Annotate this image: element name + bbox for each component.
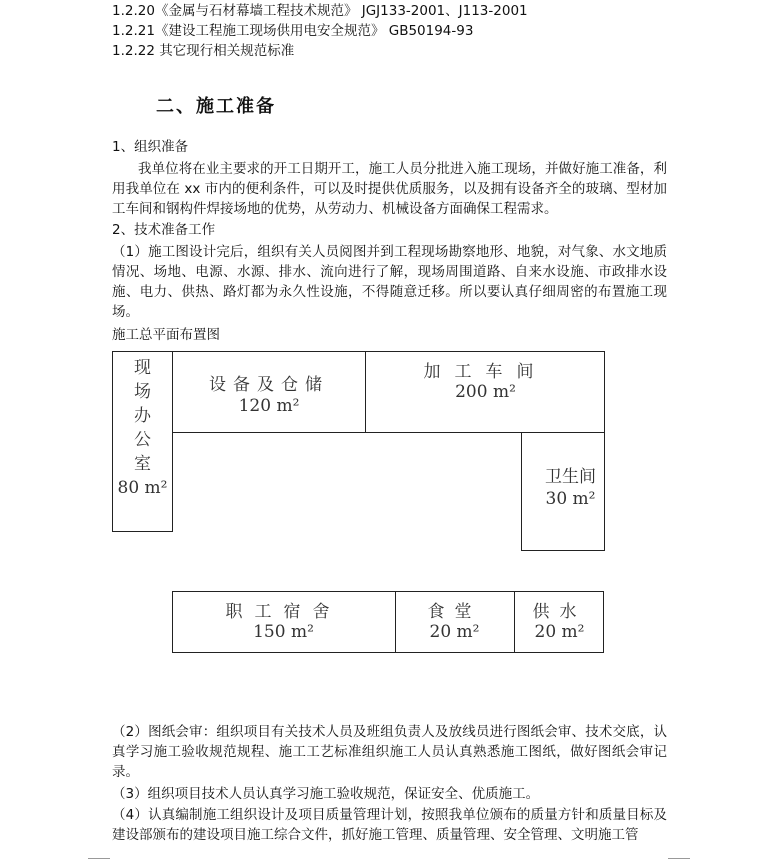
- tech-item-3: （3）组织项目技术人员认真学习施工验收规范，保证安全、优质施工。: [112, 786, 540, 802]
- workshop-area: 200 m²: [455, 382, 516, 402]
- office-name-char: 现: [134, 358, 151, 378]
- footer-rule-right: [668, 858, 690, 859]
- workshop-name: 加工车间: [423, 362, 548, 382]
- water-area: 20 m²: [534, 622, 585, 642]
- spec-line-1221: 1.2.21《建设工程施工现场供用电安全规范》 GB50194-93: [112, 23, 474, 39]
- office-label: [112, 356, 173, 500]
- toilet-area: 30 m²: [545, 489, 596, 509]
- layout-caption: 施工总平面布置图: [112, 327, 220, 343]
- org-title: 1、组织准备: [112, 139, 189, 155]
- toilet-name: 卫生间: [545, 467, 596, 487]
- tech-item-1: （1）施工图设计完后，组织有关人员阅图并到工程现场勘察地形、地貌，对气象、水文地质情况、场地、电源、水源、排水、流向进行了解，现场周围道路、自来水设施、市政排水设施、电力、供热、路灯都为永久性设施，不得随意迁移。所以要认真仔细周密的布置施工现场。: [112, 244, 667, 320]
- tech-item-2: （2）图纸会审：组织项目有关技术人员及班组负责人及放线员进行图纸会审、技术交底，认真学习施工验收规范规程、施工工艺标准组织施工人员认真熟悉施工图纸，做好图纸会审记录。: [112, 724, 667, 780]
- tech-item-4: （4）认真编制施工组织设计及项目质量管理计划，按照我单位颁布的质量方针和质量目标及建设部颁布的建设项目施工综合文件，抓好施工管理、质量管理、安全管理、文明施工管: [112, 807, 667, 843]
- storage-area: 120 m²: [238, 396, 300, 416]
- org-body: 我单位将在业主要求的开工日期开工，施工人员分批进入施工现场，并做好施工准备，利用我单位在 xx 市内的便利条件，可以及时提供优质服务，以及拥有设备齐全的玻璃、型材加工车间和钢构件焊接场地的优势，从劳动力、机械设备方面确保工程需求。: [112, 161, 667, 217]
- spec-line-1222: 1.2.22 其它现行相关规范标准: [112, 43, 295, 59]
- office-area: 80 m²: [117, 478, 168, 498]
- spec-line-1220: 1.2.20《金属与石材幕墙工程技术规范》 JGJ133-2001、J113-2001: [112, 3, 528, 19]
- office-name-char: 公: [134, 430, 151, 450]
- footer-rule-left: [88, 858, 110, 859]
- canteen-area: 20 m²: [429, 622, 480, 642]
- dorm-name: 职工宿舍: [225, 602, 342, 622]
- office-name-char: 室: [134, 454, 151, 474]
- dorm-area: 150 m²: [253, 622, 314, 642]
- section-heading: 二、施工准备: [156, 96, 276, 117]
- water-name: 供水: [532, 602, 587, 622]
- tech-title: 2、技术准备工作: [112, 222, 216, 238]
- office-name-char: 办: [134, 406, 151, 426]
- office-name-char: 场: [134, 382, 151, 402]
- storage-name: 设备及仓储: [209, 375, 329, 395]
- canteen-name: 食堂: [427, 602, 482, 622]
